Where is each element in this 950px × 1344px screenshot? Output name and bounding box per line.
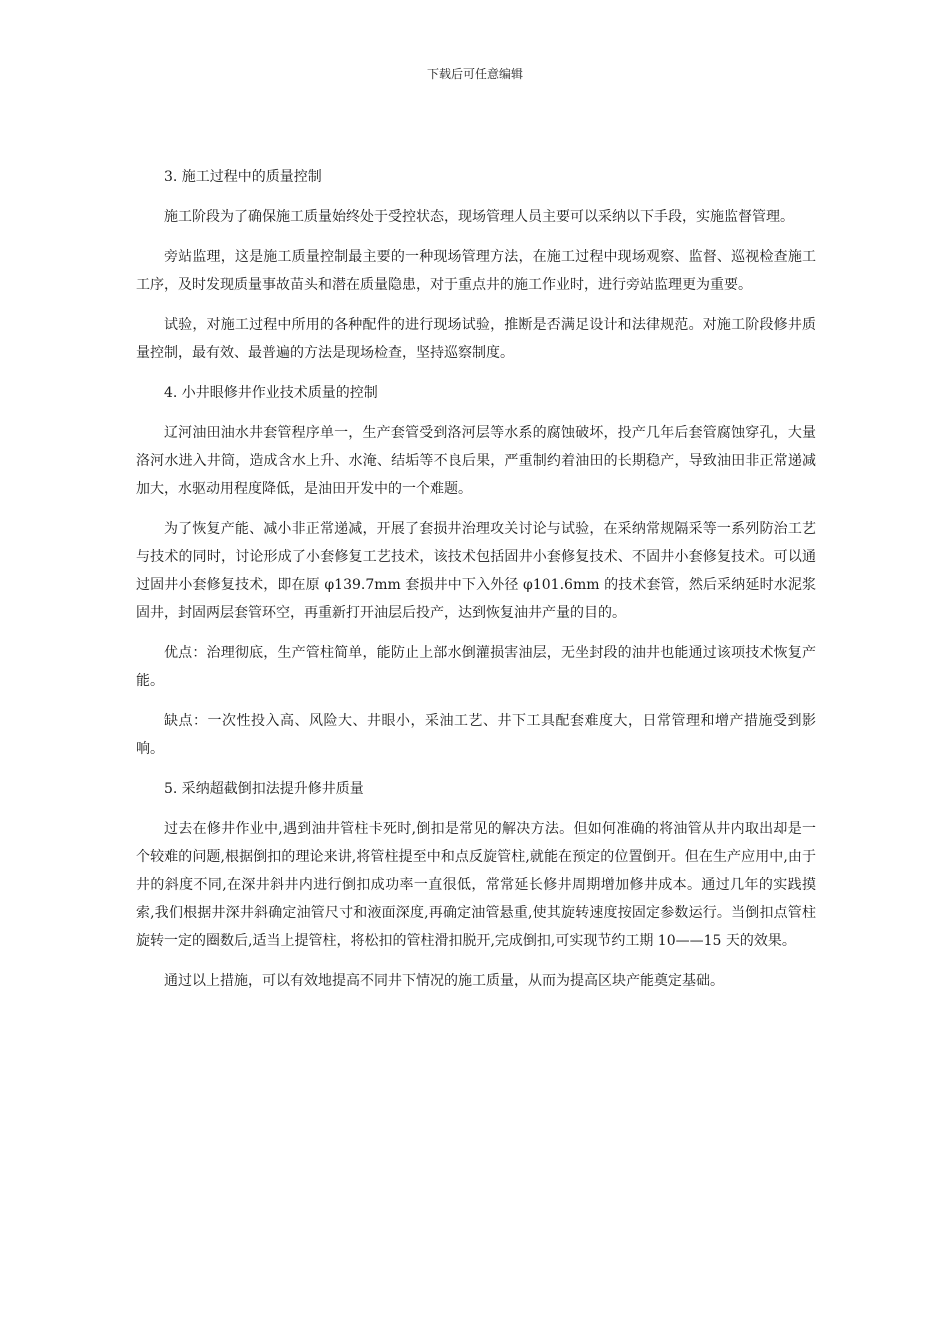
page-header: 下载后可任意编辑 [426,67,523,81]
paragraph-disadvantages: 缺点：一次性投入高、风险大、井眼小，采油工艺、井下工具配套难度大，日常管理和增产措施受到影响。 [136,713,816,757]
section-heading-4: 4. 小井眼修井作业技术质量的控制 [164,385,378,401]
document-body [136,163,816,1007]
paragraph: 为了恢复产能、减小非正常递减，开展了套损井治理攻关讨论与试验，在采纳常规隔采等一系列防治工艺与技术的同时，讨论形成了小套修复工艺技术，该技术包括固井小套修复技术、不固井小套修复技术。可以通过固井小套修复技术，即在原 φ139.7mm 套损井中下入外径 φ101.6mm 的技术套管，然后采纳延时水泥浆固井，封固两层套管环空，再重新打开油层后投产，达到恢复油井产量的目的。 [136,521,816,621]
paragraph: 过去在修井作业中,遇到油井管柱卡死时,倒扣是常见的解决方法。但如何准确的将油管从井内取出却是一个较难的问题,根据倒扣的理论来讲,将管柱提至中和点反旋管柱,就能在预定的位置倒开。但在生产应用中,由于井的斜度不同,在深井斜井内进行倒扣成功率一直很低，常常延长修井周期增加修井成本。通过几年的实践摸索,我们根据井深井斜确定油管尺寸和液面深度,再确定油管悬重,使其旋转速度按固定参数运行。当倒扣点管柱旋转一定的圈数后,适当上提管柱，将松扣的管柱滑扣脱开,完成倒扣,可实现节约工期 10——15 天的效果。 [136,821,816,949]
paragraph-advantages: 优点：治理彻底，生产管柱简单，能防止上部水倒灌损害油层，无坐封段的油井也能通过该项技术恢复产能。 [136,645,816,689]
paragraph: 施工阶段为了确保施工质量始终处于受控状态，现场管理人员主要可以采纳以下手段，实施监督管理。 [164,209,794,225]
section-heading-3: 3. 施工过程中的质量控制 [164,169,322,185]
section-heading-5: 5. 采纳超截倒扣法提升修井质量 [164,781,364,797]
paragraph-conclusion: 通过以上措施，可以有效地提高不同井下情况的施工质量，从而为提高区块产能奠定基础。 [164,973,724,989]
paragraph: 辽河油田油水井套管程序单一，生产套管受到洛河层等水系的腐蚀破坏，投产几年后套管腐蚀穿孔，大量洛河水进入井筒，造成含水上升、水淹、结垢等不良后果，严重制约着油田的长期稳产，导致油田非正常递减加大，水驱动用程度降低，是油田开发中的一个难题。 [136,425,816,497]
paragraph: 旁站监理，这是施工质量控制最主要的一种现场管理方法，在施工过程中现场观察、监督、巡视检查施工工序，及时发现质量事故苗头和潜在质量隐患，对于重点井的施工作业时，进行旁站监理更为重要。 [136,249,816,293]
paragraph: 试验，对施工过程中所用的各种配件的进行现场试验，推断是否满足设计和法律规范。对施工阶段修井质量控制，最有效、最普遍的方法是现场检查，坚持巡察制度。 [136,317,816,361]
